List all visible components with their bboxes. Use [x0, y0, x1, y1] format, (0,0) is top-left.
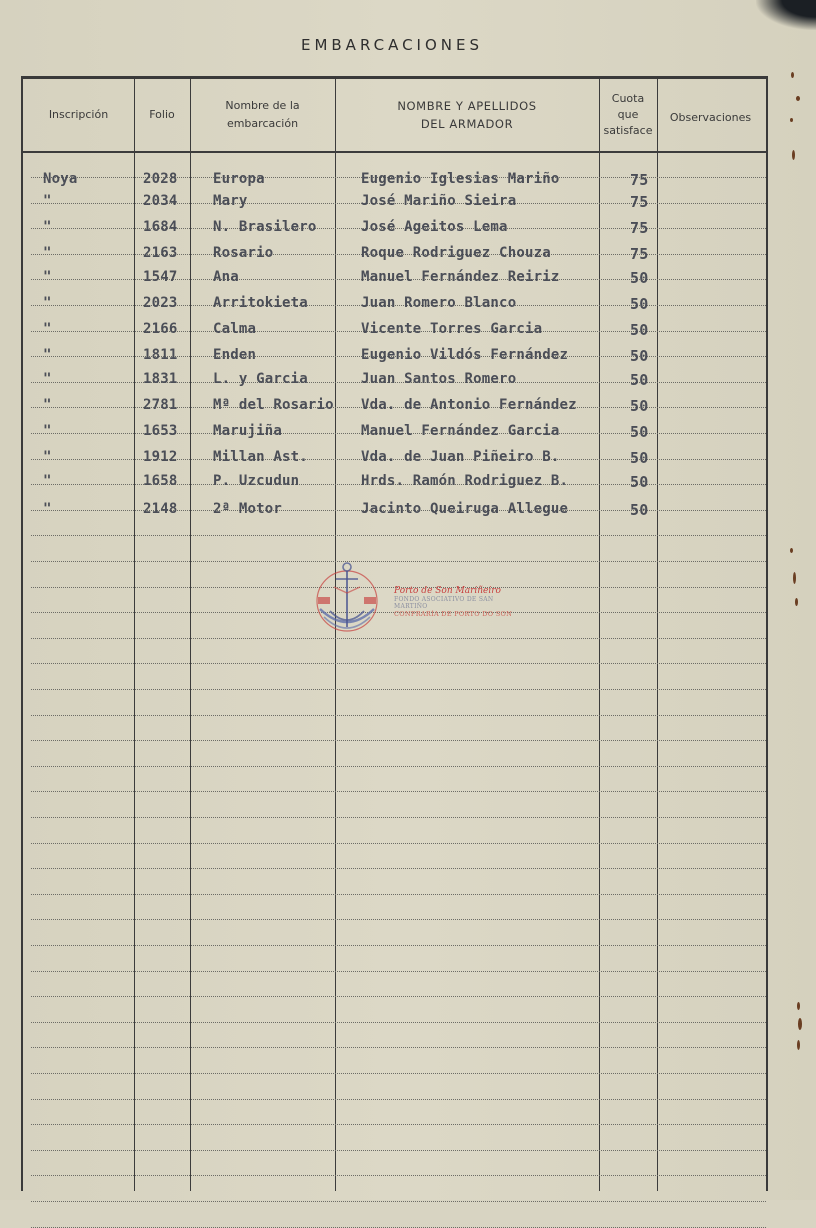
row-inscripcion: Noya: [43, 171, 78, 187]
table-row: [23, 423, 766, 449]
row-inscripcion: ": [43, 347, 52, 363]
row-folio: 1653: [143, 423, 178, 439]
row-folio: 1811: [143, 347, 178, 363]
ruled-line: [31, 1227, 766, 1228]
row-inscripcion: ": [43, 501, 52, 517]
row-nombre-embarcacion: Europa: [213, 171, 265, 187]
row-armador: José Ageitos Lema: [361, 219, 508, 235]
table-row: [23, 321, 766, 347]
row-inscripcion: ": [43, 321, 52, 337]
table-row: [23, 371, 766, 397]
stamp-text: Porto de Son Mariñeiro FONDO ASOCIATIVO DE SAN MARTIÑO CONFRARÍA DE PORTO DO SON: [394, 586, 513, 618]
row-cuota: 50: [630, 295, 649, 313]
row-cuota: 75: [630, 219, 649, 237]
row-folio: 1831: [143, 371, 178, 387]
row-cuota: 50: [630, 501, 649, 519]
row-inscripcion: ": [43, 473, 52, 489]
row-folio: 2781: [143, 397, 178, 413]
table-row: [23, 295, 766, 321]
paper-speck: [797, 1002, 800, 1010]
table-row: [23, 347, 766, 373]
row-inscripcion: ": [43, 295, 52, 311]
row-armador: Eugenio Vildós Fernández: [361, 347, 569, 363]
row-inscripcion: ": [43, 219, 52, 235]
row-inscripcion: ": [43, 269, 52, 285]
row-cuota: 50: [630, 269, 649, 287]
entries: [23, 79, 766, 1191]
row-inscripcion: ": [43, 193, 52, 209]
row-nombre-embarcacion: Mary: [213, 193, 248, 209]
row-nombre-embarcacion: Millan Ast.: [213, 449, 308, 465]
paper-speck: [793, 572, 796, 584]
paper-speck: [795, 598, 798, 606]
row-cuota: 50: [630, 397, 649, 415]
table-row: [23, 449, 766, 475]
row-nombre-embarcacion: Calma: [213, 321, 257, 337]
table-row: [23, 397, 766, 423]
row-nombre-embarcacion: Rosario: [213, 245, 274, 261]
row-nombre-embarcacion: Arritokieta: [213, 295, 308, 311]
table-row: [23, 193, 766, 219]
row-armador: Juan Santos Romero: [361, 371, 517, 387]
row-folio: 2148: [143, 501, 178, 517]
row-armador: Hrds. Ramón Rodriguez B.: [361, 473, 569, 489]
row-inscripcion: ": [43, 423, 52, 439]
anchor-seal-icon: [312, 553, 382, 643]
paper-speck: [798, 1018, 802, 1030]
row-folio: 2034: [143, 193, 178, 209]
row-nombre-embarcacion: Marujiña: [213, 423, 283, 439]
row-cuota: 50: [630, 321, 649, 339]
row-nombre-embarcacion: Enden: [213, 347, 257, 363]
paper-speck: [797, 1040, 800, 1050]
row-cuota: 75: [630, 245, 649, 263]
row-armador: Roque Rodriguez Chouza: [361, 245, 551, 261]
row-nombre-embarcacion: P. Uzcudun: [213, 473, 300, 489]
page-title: EMBARCACIONES: [300, 36, 484, 54]
table-row: [23, 219, 766, 245]
row-inscripcion: ": [43, 397, 52, 413]
header-observaciones: Observaciones: [669, 111, 752, 125]
row-inscripcion: ": [43, 371, 52, 387]
row-cuota: 75: [630, 171, 649, 189]
row-folio: 2023: [143, 295, 178, 311]
header-nombre-embarcacion: Nombre de la embarcación: [225, 99, 300, 130]
row-cuota: 50: [630, 371, 649, 389]
row-armador: Manuel Fernández Reiriz: [361, 269, 560, 285]
row-cuota: 50: [630, 473, 649, 491]
row-armador: José Mariño Sieira: [361, 193, 517, 209]
row-armador: Manuel Fernández Garcia: [361, 423, 560, 439]
row-cuota: 50: [630, 449, 649, 467]
row-cuota: 50: [630, 423, 649, 441]
row-cuota: 50: [630, 347, 649, 365]
row-folio: 1912: [143, 449, 178, 465]
row-cuota: 75: [630, 193, 649, 211]
row-folio: 2163: [143, 245, 178, 261]
header-inscripcion: Inscripción: [48, 108, 109, 122]
row-inscripcion: ": [43, 245, 52, 261]
table-row: [23, 269, 766, 295]
table-row: [23, 245, 766, 271]
header-cuota: Cuota que satisface: [603, 92, 653, 137]
header-armador: NOMBRE Y APELLIDOS DEL ARMADOR: [397, 98, 537, 131]
row-armador: Vda. de Juan Piñeiro B.: [361, 449, 560, 465]
row-folio: 1684: [143, 219, 178, 235]
row-armador: Eugenio Iglesias Mariño: [361, 171, 560, 187]
row-nombre-embarcacion: N. Brasilero: [213, 219, 317, 235]
paper-speck: [796, 96, 800, 101]
row-nombre-embarcacion: Ana: [213, 269, 239, 285]
ruled-line: [31, 1201, 766, 1202]
table-row: [23, 501, 766, 527]
paper-speck: [790, 118, 793, 122]
row-folio: 1658: [143, 473, 178, 489]
row-folio: 2166: [143, 321, 178, 337]
row-nombre-embarcacion: L. y Garcia: [213, 371, 308, 387]
row-folio: 1547: [143, 269, 178, 285]
table-row: [23, 473, 766, 499]
row-armador: Vda. de Antonio Fernández: [361, 397, 577, 413]
page-edge-shadow: [756, 0, 816, 30]
row-folio: 2028: [143, 171, 178, 187]
paper-speck: [790, 548, 793, 553]
row-nombre-embarcacion: 2ª Motor: [213, 501, 283, 517]
row-armador: Juan Romero Blanco: [361, 295, 517, 311]
row-armador: Vicente Torres Garcia: [361, 321, 543, 337]
paper-speck: [792, 150, 795, 160]
row-inscripcion: ": [43, 449, 52, 465]
header-folio: Folio: [149, 108, 175, 122]
row-nombre-embarcacion: Mª del Rosario: [213, 397, 334, 413]
ledger-table: [21, 76, 768, 1191]
paper-speck: [791, 72, 794, 78]
row-armador: Jacinto Queiruga Allegue: [361, 501, 569, 517]
